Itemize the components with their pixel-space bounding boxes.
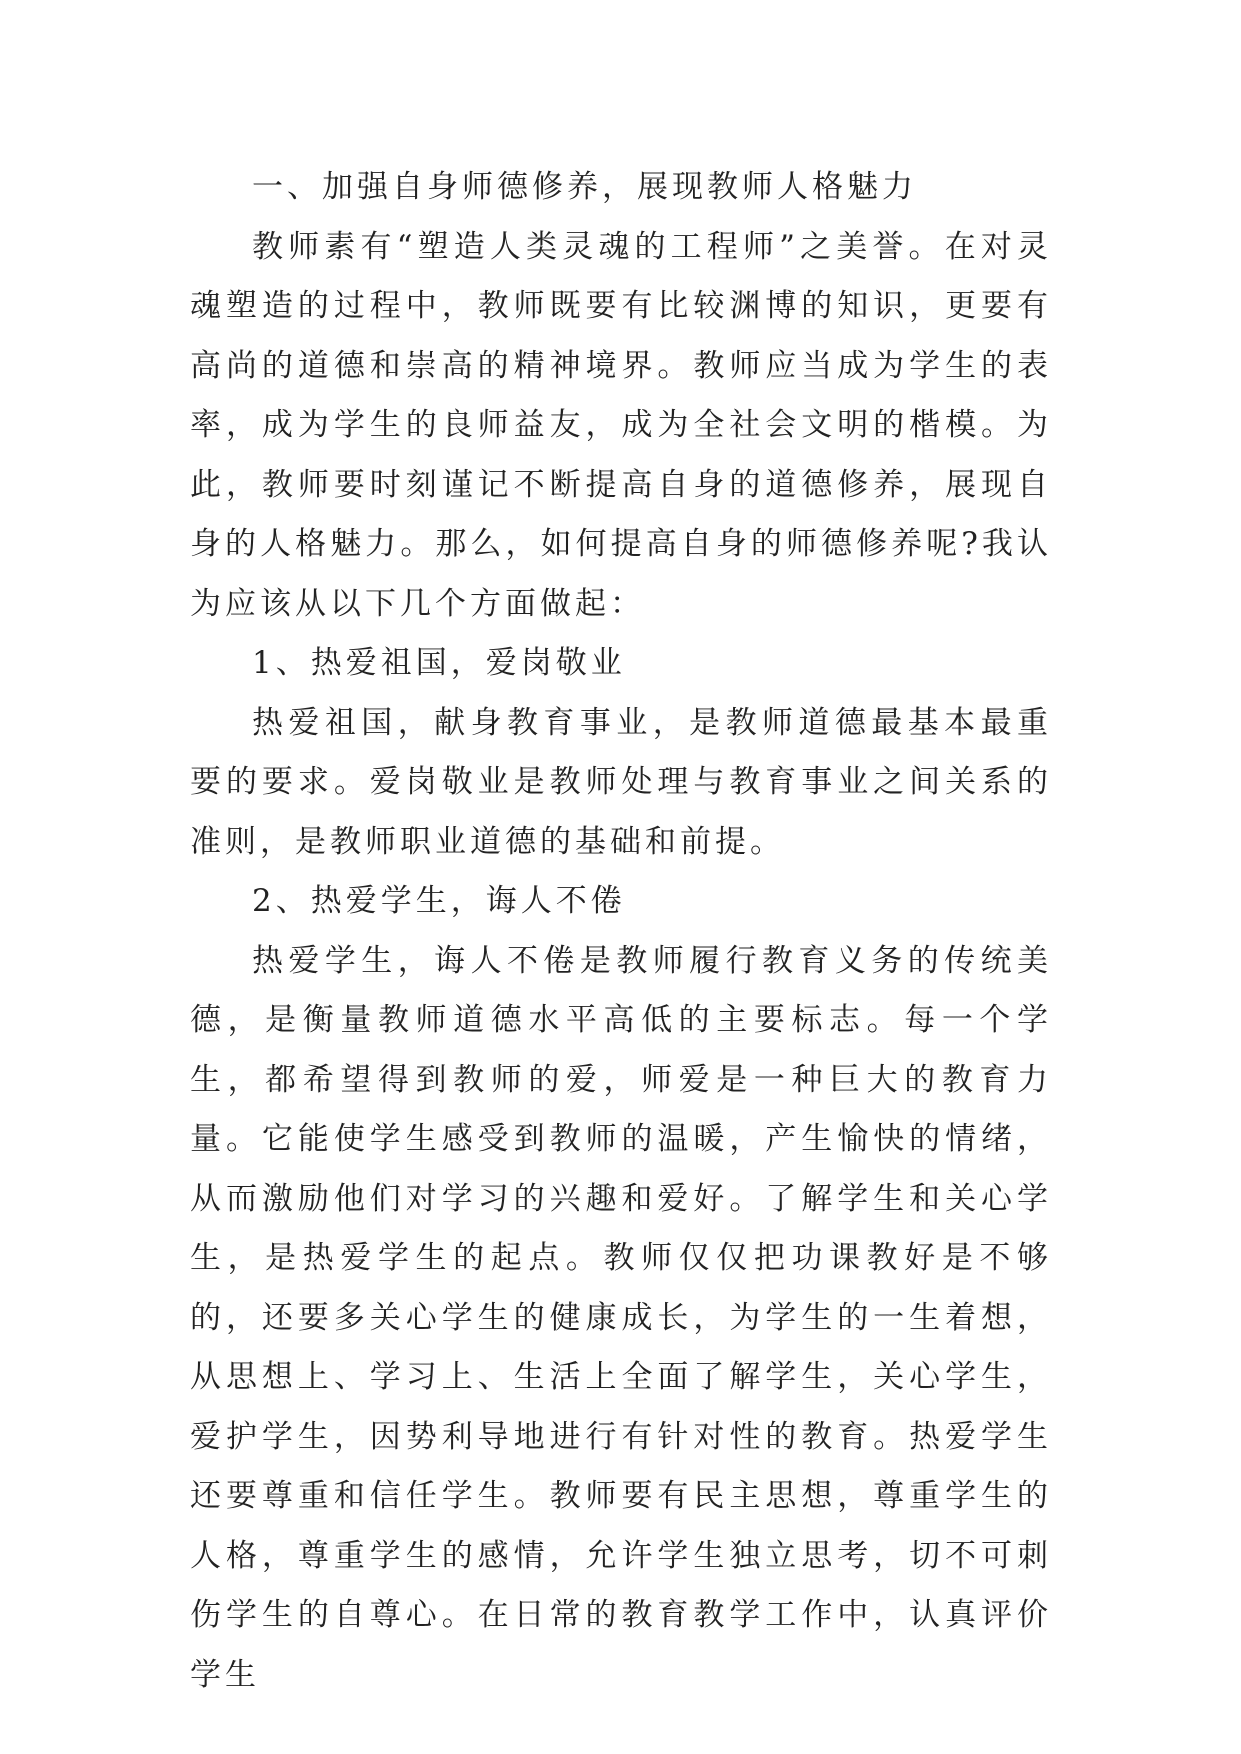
paragraph: 教师素有“塑造人类灵魂的工程师”之美誉。在对灵魂塑造的过程中，教师既要有比较渊博的知识，更要有高尚的道德和崇高的精神境界。教师应当成为学生的表率，成为学生的良师益友，成为全社会文明的楷模。为此，教师要时刻谨记不断提高自身的道德修养，展现自身的人格魅力。那么，如何提高自身的师德修养呢?我认为应该从以下几个方面做起： [190, 228, 1052, 622]
paragraph: 热爱学生，诲人不倦是教师履行教育义务的传统美德，是衡量教师道德水平高低的主要标志。每一个学生，都希望得到教师的爱，师爱是一种巨大的教育力量。它能使学生感受到教师的温暖，产生愉快的情绪，从而激励他们对学习的兴趣和爱好。了解学生和关心学生，是热爱学生的起点。教师仅仅把功课教好是不够的，还要多关心学生的健康成长，为学生的一生着想，从思想上、学习上、生活上全面了解学生，关心学生，爱护学生，因势利导地进行有针对性的教育。热爱学生还要尊重和信任学生。教师要有民主思想，尊重学生的人格，尊重学生的感情，允许学生独立思考，切不可刺伤学生的自尊心。在日常的教育教学工作中，认真评价学生 [190, 942, 1052, 1693]
subsection-heading: 2、热爱学生，诲人不倦 [252, 883, 626, 919]
subsection-heading: 1、热爱祖国，爱岗敬业 [252, 645, 626, 681]
paragraph: 热爱祖国，献身教育事业，是教师道德最基本最重要的要求。爱岗敬业是教师处理与教育事业之间关系的准则，是教师职业道德的基础和前提。 [190, 704, 1052, 860]
document-body [190, 158, 1052, 1705]
section-heading: 一、加强自身师德修养，展现教师人格魅力 [252, 169, 917, 205]
